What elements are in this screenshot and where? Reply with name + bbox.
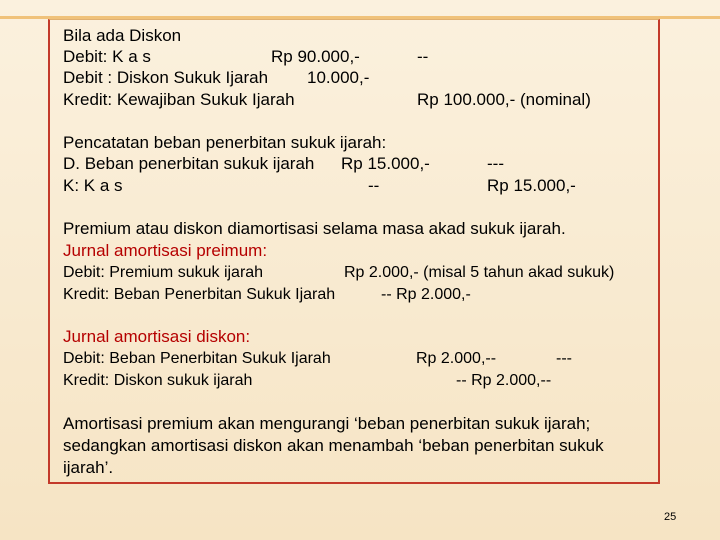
diskon-row2-label: Debit : Diskon Sukuk Ijarah bbox=[63, 68, 269, 87]
premium-row2-amount: -- Rp 2.000,- bbox=[381, 286, 471, 303]
page-number: 25 bbox=[664, 511, 677, 523]
diskon-row1-credit: -- bbox=[417, 47, 429, 66]
diskon-amortisasi-row2-label: Kredit: Diskon sukuk ijarah bbox=[63, 372, 253, 389]
diskon-row1-amount: Rp 90.000,- bbox=[271, 47, 360, 66]
beban-row2-credit: Rp 15.000,- bbox=[487, 176, 576, 195]
diskon-amortisasi-row1-credit: --- bbox=[556, 350, 572, 367]
diskon-amortisasi-row2-amount: -- Rp 2.000,-- bbox=[456, 372, 552, 389]
diskon-amortisasi-row1-amount: Rp 2.000,-- bbox=[416, 350, 497, 367]
diskon-amortisasi-heading: Jurnal amortisasi diskon: bbox=[63, 327, 251, 346]
closing-line-1: Amortisasi premium akan mengurangi ‘beban penerbitan sukuk ijarah; bbox=[63, 414, 591, 433]
closing-line-2: sedangkan amortisasi diskon akan menambah ‘beban penerbitan sukuk bbox=[63, 436, 604, 455]
beban-row1-credit: --- bbox=[487, 154, 504, 173]
diskon-row2-amount: 10.000,- bbox=[307, 68, 370, 87]
diskon-row3-credit: Rp 100.000,- (nominal) bbox=[417, 90, 591, 109]
premium-row1-label: Debit: Premium sukuk ijarah bbox=[63, 264, 264, 281]
premium-row1-amount: Rp 2.000,- (misal 5 tahun akad sukuk) bbox=[344, 264, 615, 281]
beban-row2-label: K: K a s bbox=[63, 176, 123, 195]
beban-row2-amount: -- bbox=[368, 176, 380, 195]
amortisasi-intro: Premium atau diskon diamortisasi selama masa akad sukuk ijarah. bbox=[63, 219, 566, 238]
beban-heading: Pencatatan beban penerbitan sukuk ijarah: bbox=[63, 133, 387, 152]
beban-row1-amount: Rp 15.000,- bbox=[341, 154, 430, 173]
diskon-row1-label: Debit: K a s bbox=[63, 47, 151, 66]
closing-line-3: ijarah’. bbox=[63, 458, 114, 477]
premium-row2-label: Kredit: Beban Penerbitan Sukuk Ijarah bbox=[63, 286, 336, 303]
premium-heading: Jurnal amortisasi preimum: bbox=[63, 241, 268, 260]
diskon-row3-label: Kredit: Kewajiban Sukuk Ijarah bbox=[63, 90, 295, 109]
diskon-heading: Bila ada Diskon bbox=[63, 26, 182, 45]
beban-row1-label: D. Beban penerbitan sukuk ijarah bbox=[63, 154, 315, 173]
diskon-amortisasi-row1-label: Debit: Beban Penerbitan Sukuk Ijarah bbox=[63, 350, 331, 367]
